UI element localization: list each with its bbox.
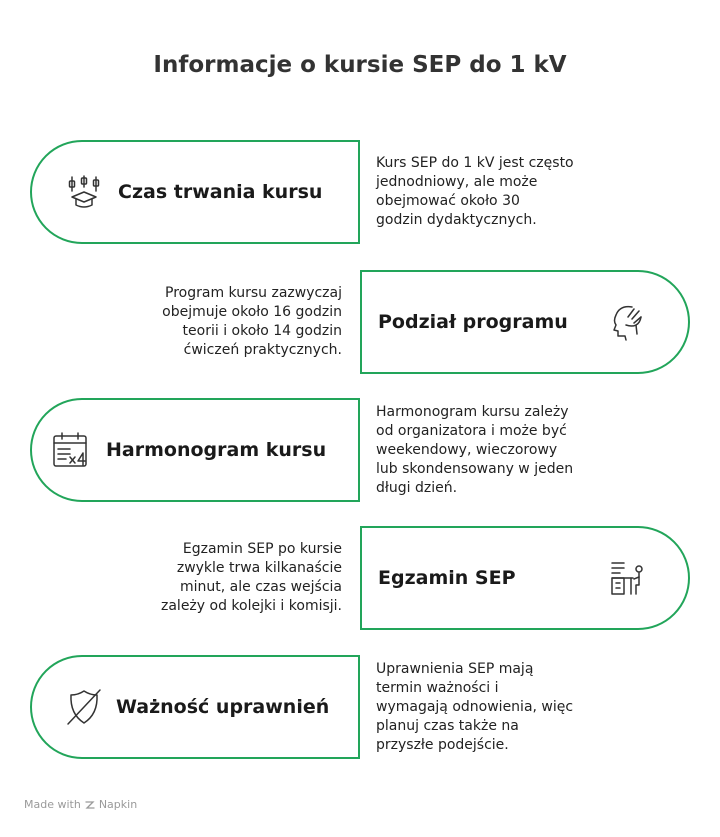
step-egzamin <box>360 526 690 630</box>
step-waznosc-uprawnien <box>30 655 360 759</box>
head-hand-icon <box>608 302 648 342</box>
step-description: Uprawnienia SEP mają termin ważności i wymagają odnowienia, więc planuj czas także na przyszłe podejście. <box>376 661 574 753</box>
step-description: Program kursu zazwyczaj obejmuje około 16 godzin teorii i około 14 godzin ćwiczeń praktycznych. <box>162 285 342 358</box>
step-label: Czas trwania kursu <box>118 181 323 203</box>
step-label: Egzamin SEP <box>378 567 516 589</box>
step-description: Kurs SEP do 1 kV jest często jednodniowy, ale może obejmować około 30 godzin dydaktycznych. <box>376 155 574 228</box>
step-label: Harmonogram kursu <box>106 439 327 461</box>
step-description: Harmonogram kursu zależy od organizatora i może być weekendowy, wieczorowy lub skondensowany w jeden długi dzień. <box>376 404 574 496</box>
shield-off-icon <box>64 687 104 727</box>
step-czas-trwania <box>30 140 360 244</box>
graduation-candles-icon <box>64 172 104 212</box>
step-label: Podział programu <box>378 311 568 333</box>
page-title: Informacje o kursie SEP do 1 kV <box>153 52 567 78</box>
made-with-text: Made with <box>24 798 81 811</box>
napkin-logo-icon <box>85 800 95 810</box>
step-description: Egzamin SEP po kursie zwykle trwa kilkanaście minut, ale czas wejścia zależy od kolejki i komisji. <box>161 541 342 614</box>
step-label: Ważność uprawnień <box>116 696 330 718</box>
footer-credit <box>24 798 137 811</box>
step-podzial-programu <box>360 270 690 374</box>
napkin-brand-text: Napkin <box>98 798 138 811</box>
calendar-repeat-icon <box>52 430 92 470</box>
step-harmonogram <box>30 398 360 502</box>
exam-desk-icon <box>608 558 648 598</box>
